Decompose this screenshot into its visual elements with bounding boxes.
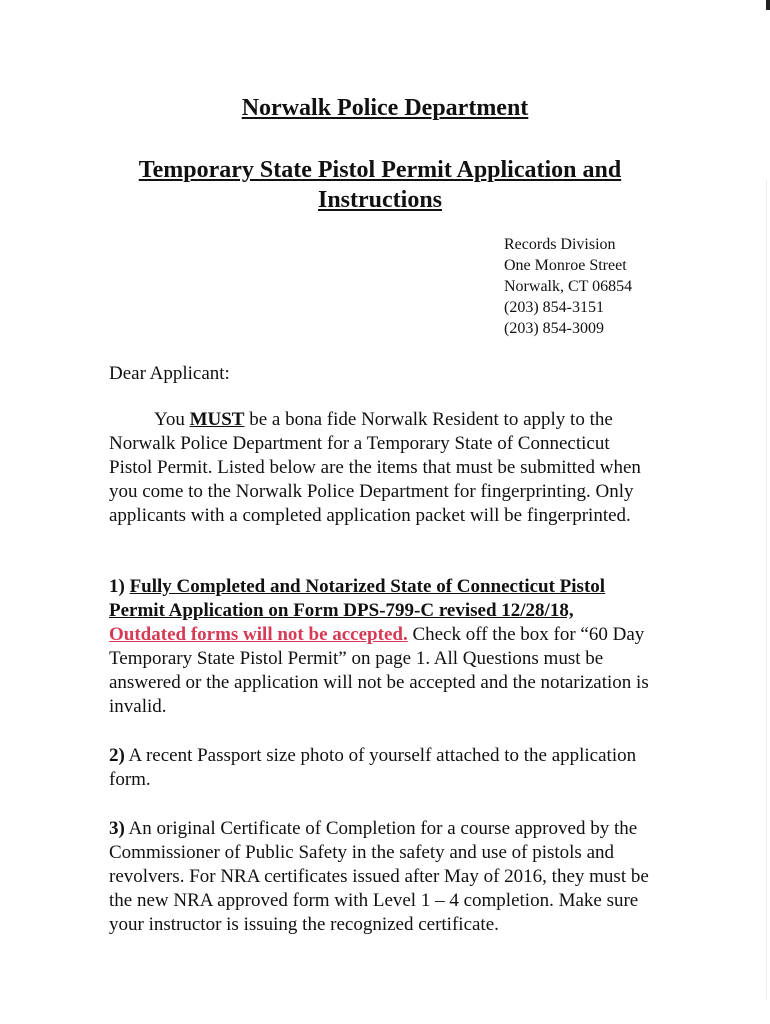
department-title: Norwalk Police Department: [241, 95, 529, 121]
address-division: Records Division: [504, 236, 616, 253]
requirement-item-2: [109, 744, 654, 792]
address-city: Norwalk, CT 06854: [504, 278, 633, 295]
item-text: An original Certificate of Completion for a course approved by the Commissioner of Public Safety in the safety and use of pistols and revolvers. For NRA certificates issued after May of 2016, they must be the new NRA approved form with Level 1 – 4 completion. Make sure your instructor is issuing the recognized certificate.: [109, 818, 649, 935]
item-text: A recent Passport size photo of yourself attached to the application form.: [109, 745, 637, 790]
requirement-item-1: [109, 575, 654, 719]
address-phone-2: (203) 854-3009: [504, 320, 604, 337]
intro-text-start: You: [154, 409, 190, 430]
item-number: 1): [109, 576, 125, 597]
scan-edge-mark: [766, 0, 770, 10]
address-phone-1: (203) 854-3151: [504, 299, 604, 316]
intro-text-rest: be a bona fide Norwalk Resident to apply to the Norwalk Police Department for a Temporary State of Connecticut Pistol Permit. Listed below are the items that must be submitted when you come to the Norwalk Police Department for fingerprinting. Only applicants with a completed application packet will be fingerprinted.: [109, 409, 641, 526]
intro-paragraph: [109, 408, 654, 528]
item-text: Check off the box for “60 Day Temporary State Pistol Permit” on page 1. All Questions must be answered or the application will not be accepted and the notarization is invalid.: [109, 624, 649, 717]
item-number: 2): [109, 745, 125, 766]
item-number: 3): [109, 818, 125, 839]
requirement-item-3: [109, 817, 654, 937]
address-street: One Monroe Street: [504, 257, 627, 274]
outdated-forms-warning: Outdated forms will not be accepted.: [109, 624, 408, 645]
item-heading: Fully Completed and Notarized State of Connecticut Pistol Permit Application on Form DPS-799-C revised 12/28/18,: [109, 576, 606, 621]
form-title: Temporary State Pistol Permit Application and Instructions: [138, 157, 622, 213]
must-emphasis: MUST: [189, 409, 245, 430]
scan-edge-line: [766, 180, 767, 1000]
address-block: [504, 234, 632, 339]
salutation: Dear Applicant:: [109, 363, 230, 384]
